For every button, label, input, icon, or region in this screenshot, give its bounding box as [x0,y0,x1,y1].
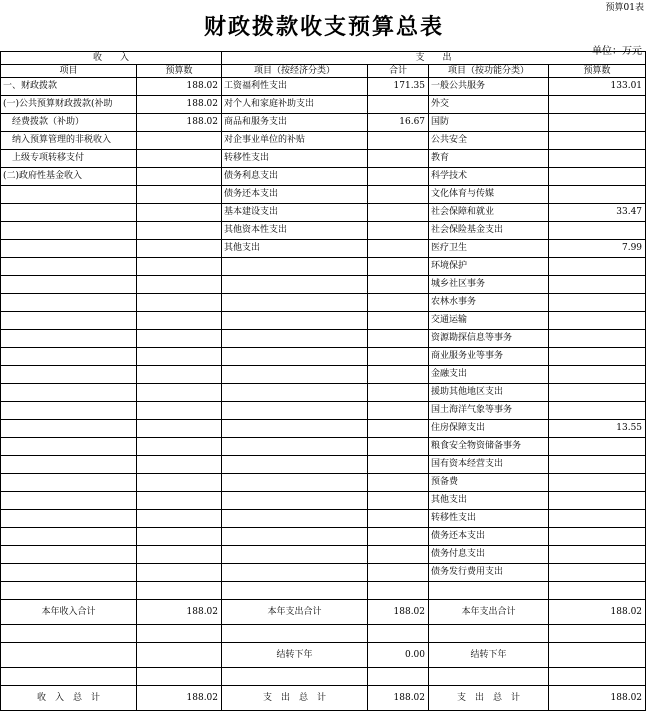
col-header-func-item: 项目（按功能分类） [429,65,549,78]
econ-total-cell [368,384,429,402]
income-budget-cell [137,312,222,330]
econ-total-cell [368,438,429,456]
income-budget-cell [137,546,222,564]
col-header-econ-item: 项目（按经济分类） [222,65,368,78]
grand-expense-label2: 支 出 总 计 [429,686,549,711]
func-item-cell: 商业服务业等事务 [429,348,549,366]
func-item-cell: 社会保障和就业 [429,204,549,222]
econ-item-cell [222,456,368,474]
econ-total-cell [368,258,429,276]
econ-item-cell [222,384,368,402]
year-expense-value2: 188.02 [549,600,646,625]
func-item-cell: 债务发行费用支出 [429,564,549,582]
column-header-row [1,65,646,78]
func-budget-cell [549,276,646,294]
table-row [1,420,646,438]
income-budget-cell [137,204,222,222]
table-row [1,528,646,546]
econ-item-cell: 其他支出 [222,240,368,258]
econ-total-cell [368,528,429,546]
income-item-cell [1,222,137,240]
func-item-cell: 交通运输 [429,312,549,330]
table-row [1,582,646,600]
econ-item-cell [222,402,368,420]
func-budget-cell: 7.99 [549,240,646,258]
func-budget-cell: 13.55 [549,420,646,438]
table-row [1,348,646,366]
func-budget-cell [549,366,646,384]
func-item-cell: 金融支出 [429,366,549,384]
income-item-cell [1,510,137,528]
carry-forward-row [1,643,646,668]
table-row [1,222,646,240]
econ-total-cell [368,492,429,510]
grand-expense-value2: 188.02 [549,686,646,711]
income-item-cell [1,186,137,204]
econ-total-cell [368,546,429,564]
econ-item-cell: 对企事业单位的补贴 [222,132,368,150]
func-budget-cell [549,222,646,240]
econ-total-cell [368,366,429,384]
table-row [1,186,646,204]
income-budget-cell [137,132,222,150]
func-budget-cell [549,114,646,132]
income-budget-cell [137,186,222,204]
econ-item-cell: 商品和服务支出 [222,114,368,132]
econ-item-cell [222,366,368,384]
func-item-cell: 住房保障支出 [429,420,549,438]
econ-total-cell [368,294,429,312]
func-budget-cell [549,564,646,582]
econ-item-cell: 债务还本支出 [222,186,368,204]
econ-total-cell [368,420,429,438]
func-budget-cell [549,510,646,528]
func-budget-cell [549,150,646,168]
carry-value: 0.00 [368,643,429,668]
table-row [1,546,646,564]
table-row [1,168,646,186]
econ-total-cell: 16.67 [368,114,429,132]
table-row [1,240,646,258]
table-row [1,204,646,222]
func-item-cell: 社会保险基金支出 [429,222,549,240]
carry-label2: 结转下年 [429,643,549,668]
func-item-cell [429,582,549,600]
income-budget-cell: 188.02 [137,78,222,96]
year-income-value: 188.02 [137,600,222,625]
econ-total-cell [368,96,429,114]
income-item-cell: 上级专项转移支付 [1,150,137,168]
col-header-budget2: 预算数 [549,65,646,78]
func-budget-cell [549,402,646,420]
func-budget-cell [549,456,646,474]
table-row [1,456,646,474]
income-item-cell [1,294,137,312]
econ-item-cell [222,546,368,564]
econ-item-cell: 转移性支出 [222,150,368,168]
table-row [1,258,646,276]
col-header-total: 合计 [368,65,429,78]
func-budget-cell [549,384,646,402]
income-item-cell: 纳入预算管理的非税收入 [1,132,137,150]
form-number: 预算01表 [605,3,644,13]
func-item-cell: 国防 [429,114,549,132]
func-item-cell: 资源勘探信息等事务 [429,330,549,348]
table-row [1,510,646,528]
econ-total-cell [368,312,429,330]
econ-item-cell [222,528,368,546]
econ-item-cell [222,276,368,294]
income-budget-cell [137,240,222,258]
func-budget-cell [549,348,646,366]
income-item-cell [1,474,137,492]
grand-expense-label: 支 出 总 计 [222,686,368,711]
income-item-cell: 一、财政拨款 [1,78,137,96]
table-row [1,402,646,420]
func-item-cell: 公共安全 [429,132,549,150]
income-item-cell [1,366,137,384]
table-row [1,564,646,582]
econ-total-cell [368,132,429,150]
func-budget-cell [549,330,646,348]
table-row [1,294,646,312]
income-item-cell [1,348,137,366]
income-budget-cell [137,294,222,312]
econ-total-cell [368,330,429,348]
income-item-cell [1,402,137,420]
page-title: 财政拨款收支预算总表 [203,14,444,40]
income-budget-cell [137,474,222,492]
econ-item-cell: 工资福利性支出 [222,78,368,96]
func-budget-cell [549,528,646,546]
income-section-header: 收 入 [1,52,222,65]
income-budget-cell [137,276,222,294]
func-item-cell: 一般公共服务 [429,78,549,96]
econ-item-cell [222,420,368,438]
func-budget-cell: 33.47 [549,204,646,222]
income-item-cell [1,240,137,258]
income-budget-cell [137,438,222,456]
grand-expense-value: 188.02 [368,686,429,711]
econ-item-cell: 基本建设支出 [222,204,368,222]
income-budget-cell [137,222,222,240]
econ-item-cell [222,438,368,456]
func-item-cell: 预备费 [429,474,549,492]
grand-total-row [1,686,646,711]
econ-total-cell: 171.35 [368,78,429,96]
econ-total-cell [368,204,429,222]
func-item-cell: 转移性支出 [429,510,549,528]
func-item-cell: 粮食安全物资储备事务 [429,438,549,456]
econ-total-cell [368,186,429,204]
func-budget-cell [549,96,646,114]
func-budget-cell [549,492,646,510]
func-budget-cell [549,168,646,186]
year-total-row [1,600,646,625]
year-expense-label: 本年支出合计 [222,600,368,625]
table-row [1,96,646,114]
income-item-cell [1,384,137,402]
func-item-cell: 外交 [429,96,549,114]
func-budget-cell [549,132,646,150]
func-budget-cell [549,294,646,312]
col-header-item: 项目 [1,65,137,78]
econ-item-cell: 对个人和家庭补助支出 [222,96,368,114]
income-item-cell: (二)政府性基金收入 [1,168,137,186]
income-item-cell [1,438,137,456]
func-budget-cell [549,438,646,456]
income-item-cell [1,330,137,348]
income-item-cell [1,582,137,600]
table-row [1,330,646,348]
func-item-cell: 城乡社区事务 [429,276,549,294]
table-row [1,438,646,456]
func-item-cell: 医疗卫生 [429,240,549,258]
income-budget-cell [137,528,222,546]
income-budget-cell [137,564,222,582]
func-item-cell: 农林水事务 [429,294,549,312]
income-item-cell [1,312,137,330]
func-item-cell: 教育 [429,150,549,168]
blank-row [1,625,646,643]
grand-income-value: 188.02 [137,686,222,711]
income-item-cell [1,528,137,546]
income-budget-cell: 188.02 [137,114,222,132]
income-budget-cell [137,330,222,348]
table-row [1,366,646,384]
year-expense-label2: 本年支出合计 [429,600,549,625]
income-budget-cell [137,582,222,600]
table-row [1,78,646,96]
func-item-cell: 国土海洋气象等事务 [429,402,549,420]
econ-item-cell [222,474,368,492]
func-budget-cell [549,546,646,564]
income-item-cell [1,492,137,510]
income-budget-cell [137,456,222,474]
income-budget-cell [137,348,222,366]
func-budget-cell [549,582,646,600]
table-row [1,150,646,168]
income-item-cell [1,564,137,582]
econ-item-cell [222,312,368,330]
econ-item-cell [222,492,368,510]
func-item-cell: 债务还本支出 [429,528,549,546]
econ-total-cell [368,456,429,474]
func-item-cell: 环境保护 [429,258,549,276]
table-row [1,132,646,150]
income-item-cell [1,456,137,474]
income-budget-cell [137,168,222,186]
income-item-cell [1,420,137,438]
income-budget-cell [137,492,222,510]
econ-item-cell [222,582,368,600]
econ-total-cell [368,564,429,582]
econ-total-cell [368,240,429,258]
table-row [1,276,646,294]
econ-total-cell [368,402,429,420]
expense-section-header: 支 出 [222,52,646,65]
func-item-cell: 援助其他地区支出 [429,384,549,402]
econ-total-cell [368,222,429,240]
econ-total-cell [368,474,429,492]
section-header-row [1,52,646,65]
income-budget-cell [137,258,222,276]
income-item-cell: (一)公共预算财政拨款(补助 [1,96,137,114]
econ-total-cell [368,168,429,186]
year-expense-value: 188.02 [368,600,429,625]
econ-item-cell [222,294,368,312]
table-row [1,384,646,402]
income-budget-cell [137,510,222,528]
income-item-cell [1,258,137,276]
func-item-cell: 其他支出 [429,492,549,510]
func-budget-cell [549,312,646,330]
budget-table [0,51,646,711]
econ-item-cell [222,330,368,348]
income-item-cell [1,546,137,564]
income-budget-cell: 188.02 [137,96,222,114]
income-budget-cell [137,366,222,384]
econ-item-cell [222,564,368,582]
col-header-budget: 预算数 [137,65,222,78]
econ-item-cell: 债务利息支出 [222,168,368,186]
income-item-cell [1,276,137,294]
func-item-cell: 文化体育与传媒 [429,186,549,204]
income-budget-cell [137,402,222,420]
econ-total-cell [368,276,429,294]
income-budget-cell [137,420,222,438]
func-budget-cell [549,474,646,492]
income-budget-cell [137,150,222,168]
income-budget-cell [137,384,222,402]
income-item-cell [1,204,137,222]
carry-label: 结转下年 [222,643,368,668]
income-item-cell: 经费拨款（补助） [1,114,137,132]
econ-item-cell [222,258,368,276]
econ-total-cell [368,510,429,528]
func-budget-cell [549,258,646,276]
func-budget-cell: 133.01 [549,78,646,96]
func-item-cell: 国有资本经营支出 [429,456,549,474]
year-income-label: 本年收入合计 [1,600,137,625]
unit-label: 单位：万元 [592,46,642,57]
func-item-cell: 债务付息支出 [429,546,549,564]
func-budget-cell [549,186,646,204]
table-row [1,492,646,510]
blank-row [1,668,646,686]
table-row [1,312,646,330]
table-row [1,474,646,492]
econ-item-cell: 其他资本性支出 [222,222,368,240]
econ-total-cell [368,150,429,168]
table-row [1,114,646,132]
econ-item-cell [222,510,368,528]
func-item-cell: 科学技术 [429,168,549,186]
econ-item-cell [222,348,368,366]
econ-total-cell [368,348,429,366]
grand-income-label: 收 入 总 计 [1,686,137,711]
econ-total-cell [368,582,429,600]
